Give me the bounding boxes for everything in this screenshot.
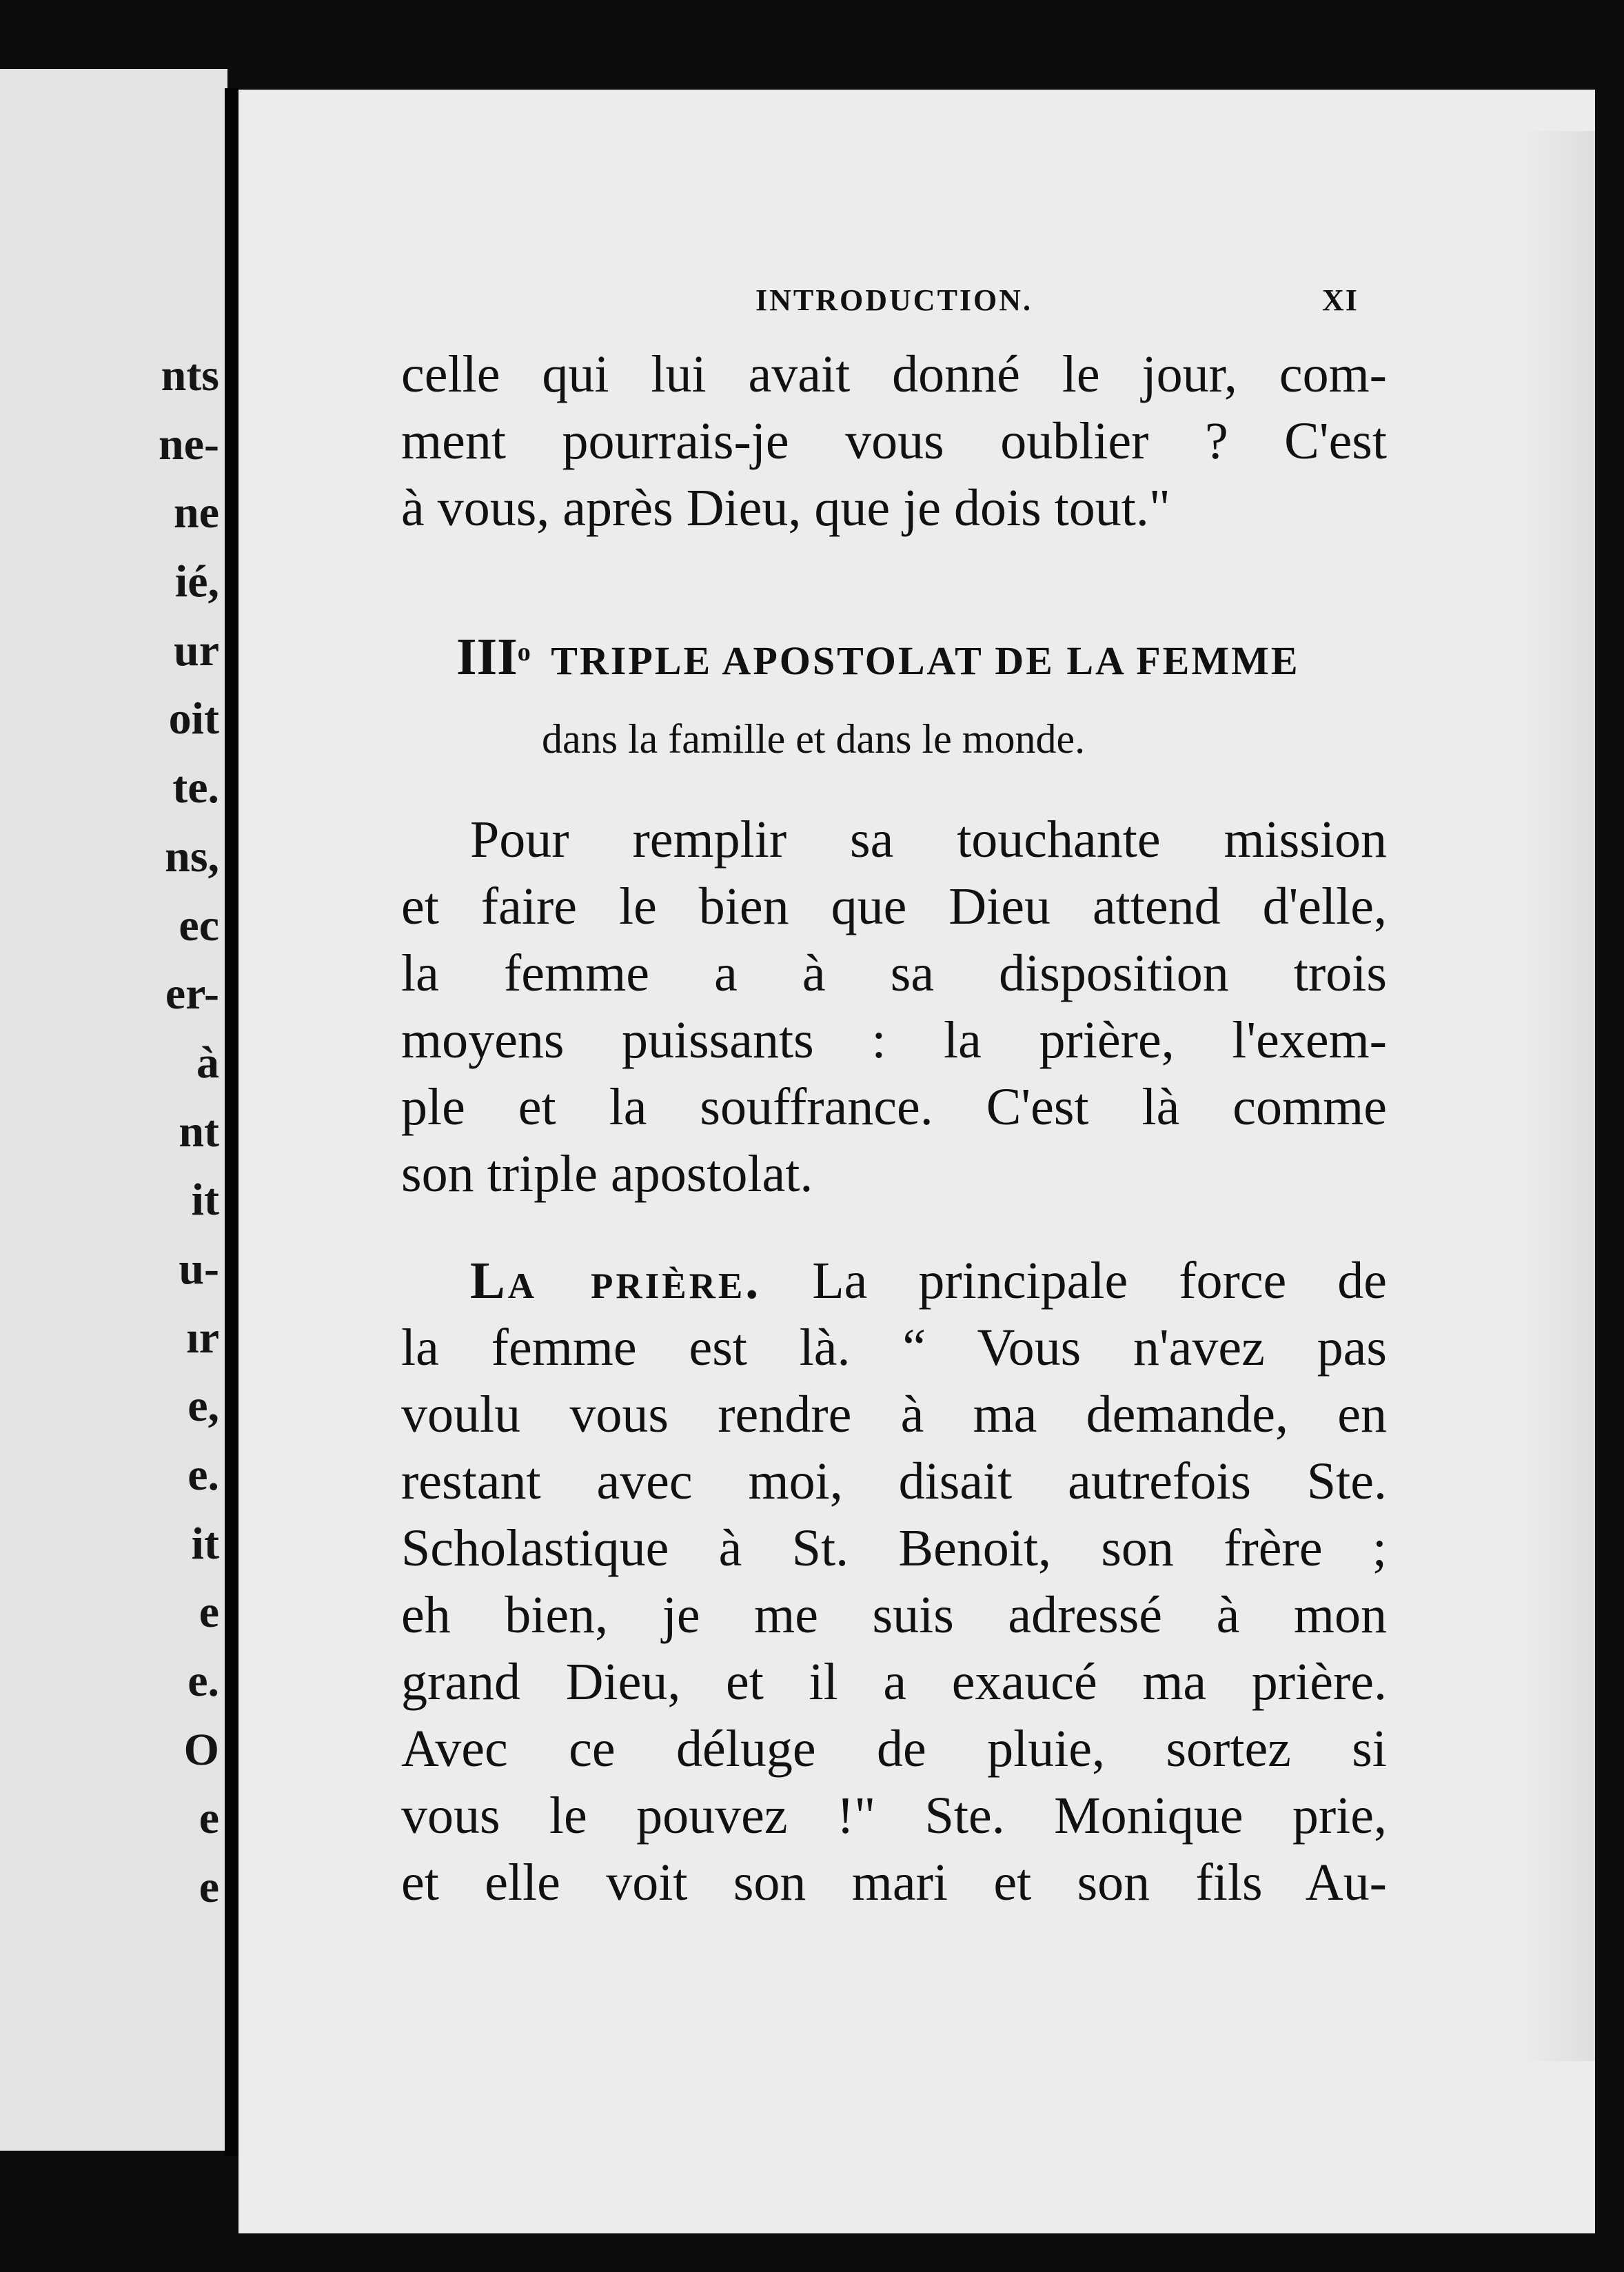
left-page-fragment: ur [174, 625, 219, 676]
section-title: TRIPLE APOSTOLAT DE LA FEMME [551, 638, 1300, 683]
text-line: son triple apostolat. [401, 1145, 813, 1203]
text-line: moyens puissants : la prière, l'exem- [401, 1011, 1387, 1069]
paragraph-2 [401, 1248, 1387, 1916]
section-numeral-sup: o [517, 637, 533, 667]
left-page-fragment: ec [179, 900, 219, 951]
text-line: à vous, après Dieu, que je dois tout." [401, 479, 1170, 537]
left-page-fragment: nts [161, 350, 219, 400]
paragraph-2-first-line [401, 1248, 1387, 1315]
text-line: ment pourrais-je vous oublier ? C'est [401, 412, 1387, 470]
paragraph-1 [401, 807, 1387, 1208]
text-line: ple et la souffrance. C'est là comme [401, 1078, 1387, 1136]
left-page-fragment: u- [179, 1243, 219, 1294]
left-page-fragment: O [183, 1724, 219, 1775]
text-line: restant avec moi, disait autrefois Ste. [401, 1452, 1387, 1510]
text-line: eh bien, je me suis adressé à mon [401, 1586, 1387, 1644]
text-line: celle qui lui avait donné le jour, com- [401, 345, 1387, 403]
left-page-text-fragments [95, 341, 219, 1922]
left-page-fragment: ır [186, 1312, 219, 1363]
text-line: la femme a à sa disposition trois [401, 944, 1387, 1002]
text-line: et elle voit son mari et son fils Au- [401, 1854, 1387, 1911]
text-line: la femme est là. “ Vous n'avez pas [401, 1319, 1387, 1377]
left-page-fragment: oit [168, 693, 219, 744]
left-page-fragment: e, [187, 1381, 219, 1432]
right-page [238, 90, 1595, 2233]
text-line: voulu vous rendre à ma demande, en [401, 1386, 1387, 1443]
left-page-fragment: e. [187, 1450, 219, 1500]
left-page-fragment: ié, [174, 556, 219, 607]
text-line: Scholastique à St. Benoit, son frère ; [401, 1519, 1387, 1577]
left-page-fragment: ne [174, 487, 219, 538]
gutter-rule [225, 88, 238, 2156]
text-line: grand Dieu, et il a exaucé ma prière. [401, 1653, 1387, 1711]
left-page-fragment: te. [172, 762, 219, 813]
running-head: INTRODUCTION. [755, 283, 1033, 317]
left-page [0, 69, 227, 2151]
section-subtitle: dans la famille et dans le monde. [542, 716, 1086, 762]
page-edge-shade [1519, 131, 1595, 2061]
text-line: vous le pouvez !" Ste. Monique prie, [401, 1787, 1387, 1845]
left-page-fragment: e [199, 1862, 219, 1913]
left-page-fragment: e. [187, 1656, 219, 1707]
left-page-fragment: à [196, 1037, 219, 1088]
paragraph-lead: La prière. [470, 1252, 762, 1310]
left-page-fragment: nt [179, 1106, 219, 1157]
text-line: et faire le bien que Dieu attend d'elle, [401, 878, 1387, 935]
section-numeral: III [456, 628, 518, 686]
section-heading [456, 627, 1380, 687]
text-line: Pour remplir sa touchante mission [470, 811, 1387, 869]
text-line: Avec ce déluge de pluie, sortez si [401, 1720, 1387, 1778]
left-page-fragment: it [191, 1518, 219, 1569]
left-page-fragment: e [199, 1587, 219, 1638]
page-number: XI [1322, 283, 1359, 317]
opening-lines [401, 341, 1387, 542]
left-page-fragment: e [199, 1793, 219, 1844]
left-page-fragment: ns, [165, 831, 219, 882]
left-page-fragment: it [191, 1175, 219, 1226]
text-line-rest: La principale force de [812, 1252, 1388, 1310]
left-page-fragment: ne- [159, 418, 219, 469]
left-page-fragment: er- [165, 968, 219, 1020]
